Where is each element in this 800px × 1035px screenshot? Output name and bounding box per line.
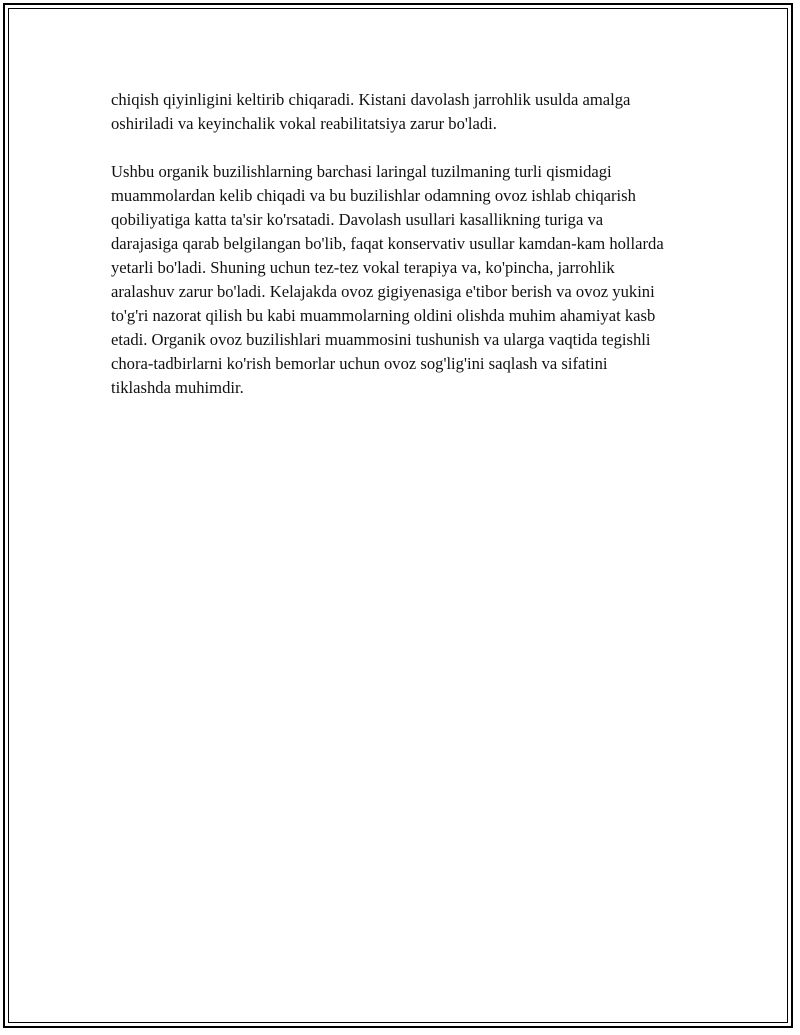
- paragraph-1: chiqish qiyinligini keltirib chiqaradi. Kistani davolash jarrohlik usulda amalga oshiriladi va keyinchalik vokal reabilitatsiya zarur bo'ladi.: [111, 90, 631, 133]
- paragraph-2: Ushbu organik buzilishlarning barchasi laringal tuzilmaning turli qismidagi muammolardan kelib chiqadi va bu buzilishlar odamning ovoz ishlab chiqarish qobiliyatiga katta ta'sir ko'rsatadi. Davolash usullari kasallikning turiga va darajasiga qarab belgilangan bo'lib, faqat konservativ usullar kamdan-kam hollarda yetarli bo'ladi. Shuning uchun tez-tez vokal terapiya va, ko'pincha, jarrohlik aralashuv zarur bo'ladi. Kelajakda ovoz gigiyenasiga e'tibor berish va ovoz yukini to'g'ri nazorat qilish bu kabi muammolarning oldini olishda muhim ahamiyat kasb etadi. Organik ovoz buzilishlari muammosini tushunish va ularga vaqtida tegishli chora-tadbirlarni ko'rish bemorlar uchun ovoz sog'lig'ini saqlash va sifatini tiklashda muhimdir.: [111, 162, 664, 397]
- document-body: [111, 88, 671, 424]
